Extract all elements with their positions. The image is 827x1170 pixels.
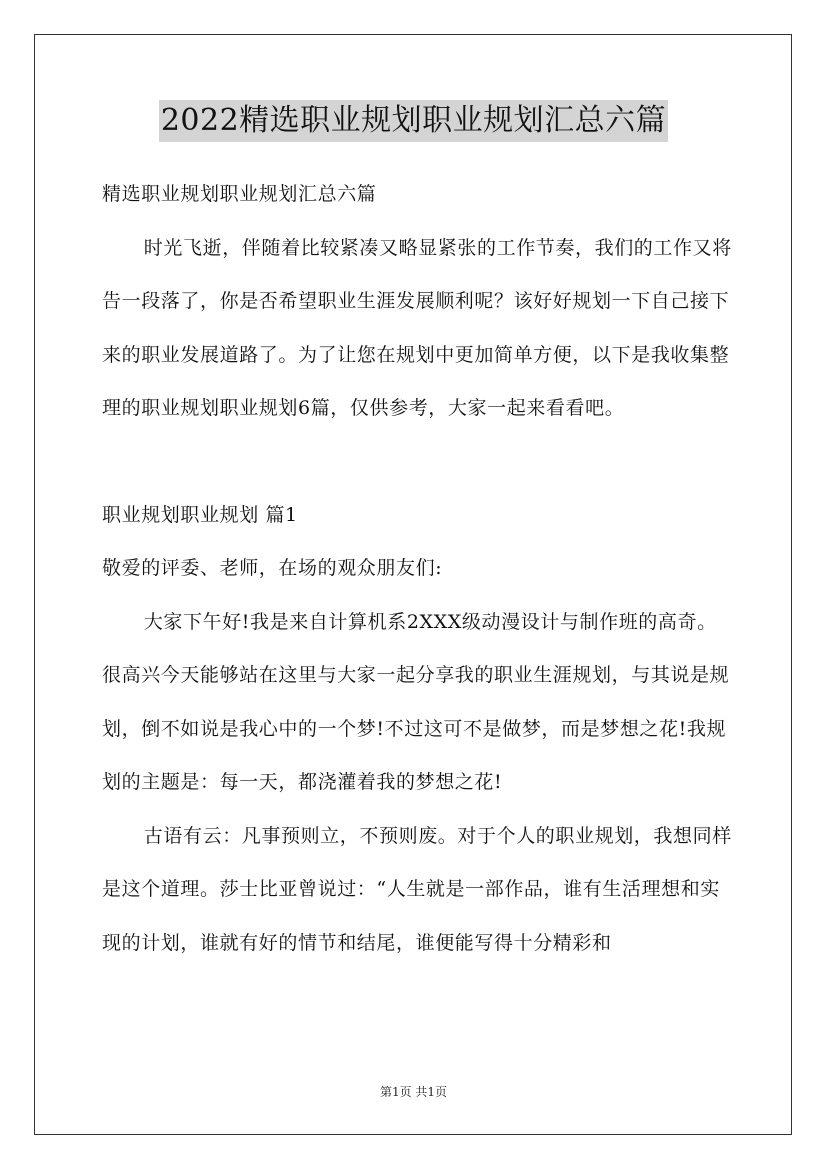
page-footer: 第1页 共1页 <box>379 1085 448 1099</box>
body-paragraph-2: 古语有云：凡事预则立，不预则废。对于个人的职业规划，我想同样是这个道理。莎士比亚曾说过：“人生就是一部作品，谁有生活理想和实现的计划，谁就有好的情节和结尾，谁便能写得十分精彩和 <box>102 824 732 954</box>
document-title: 2022精选职业规划职业规划汇总六篇 <box>159 100 668 142</box>
salutation: 敬爱的评委、老师，在场的观众朋友们: <box>102 557 443 579</box>
intro-paragraph: 时光飞逝，伴随着比较紧凑又略显紧张的工作节奏，我们的工作又将告一段落了，你是否希望职业生涯发展顺利呢？该好好规划一下自己接下来的职业发展道路了。为了让您在规划中更加简单方便，以下是我收集整理的职业规划职业规划6篇，仅供参考，大家一起来看看吧。 <box>102 236 732 419</box>
document-body <box>102 168 732 970</box>
section-heading: 职业规划职业规划 篇1 <box>102 503 298 526</box>
body-paragraph-1: 大家下午好!我是来自计算机系2XXX级动漫设计与制作班的高奇。很高兴今天能够站在这里与大家一起分享我的职业生涯规划，与其说是规划，倒不如说是我心中的一个梦!不过这可不是做梦，而是梦想之花!我规划的主题是：每一天，都浇灌着我的梦想之花! <box>102 610 730 793</box>
title-wrap <box>0 100 827 142</box>
subtitle: 精选职业规划职业规划汇总六篇 <box>102 183 377 205</box>
section-gap <box>102 436 732 489</box>
